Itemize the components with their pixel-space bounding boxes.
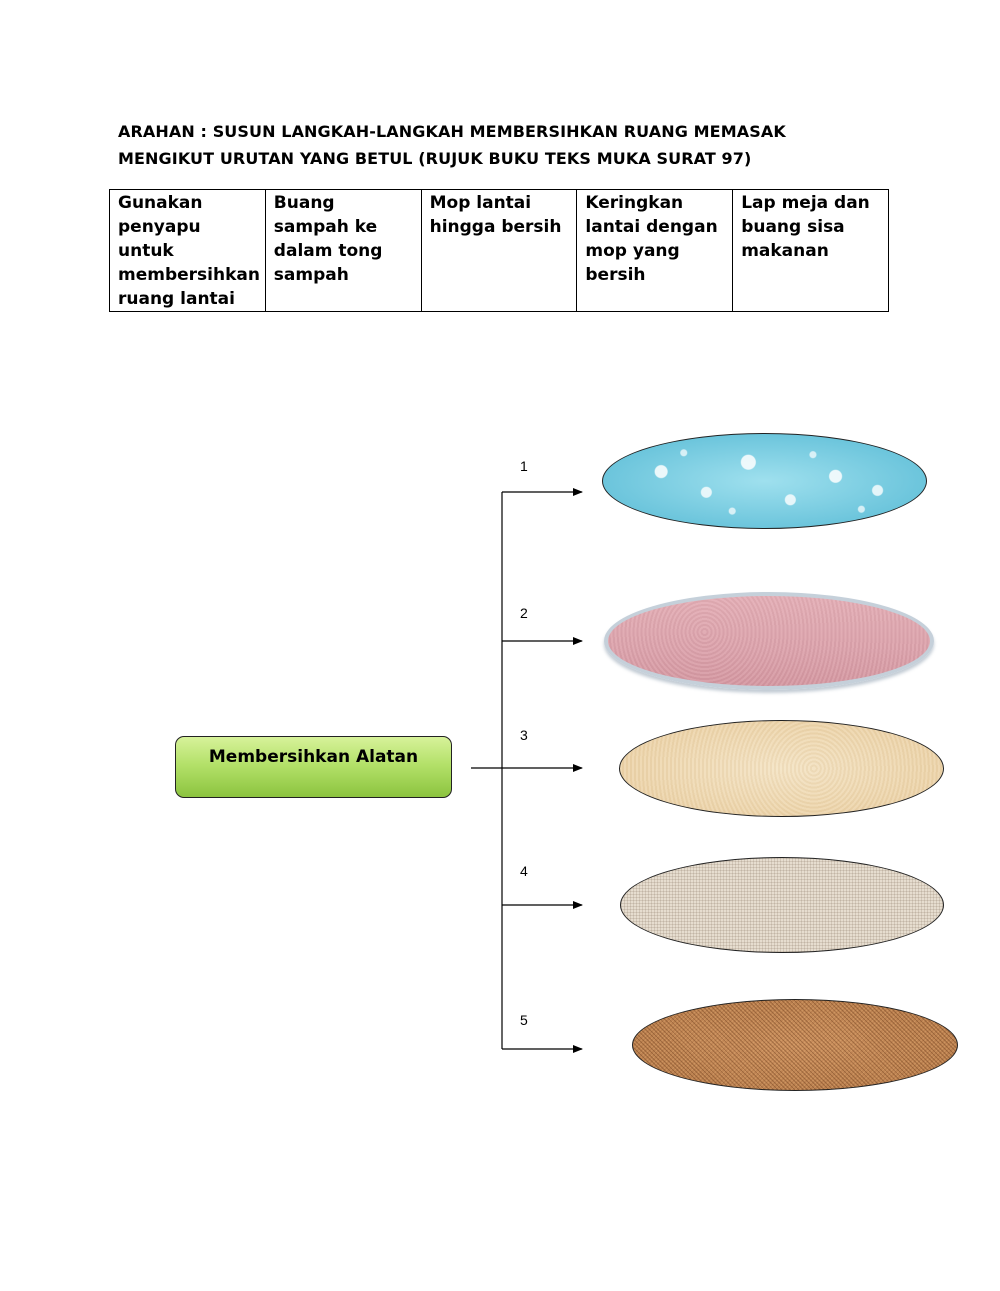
- step-card-4[interactable]: Keringkan lantai dengan mop yang bersih: [577, 190, 733, 312]
- drop-target-oval-1[interactable]: [602, 433, 927, 529]
- step-card-5[interactable]: Lap meja dan buang sisa makanan: [733, 190, 889, 312]
- main-topic-label: Membersihkan Alatan: [208, 747, 419, 767]
- step-card-1[interactable]: Gunakan penyapu untuk membersihkan ruang lantai: [110, 190, 266, 312]
- slot-number-4: 4: [520, 863, 528, 879]
- drop-target-oval-3[interactable]: [619, 720, 944, 817]
- step-card-2[interactable]: Buang sampah ke dalam tong sampah: [265, 190, 421, 312]
- slot-number-5: 5: [520, 1012, 528, 1028]
- instructions-line-2: MENGIKUT URUTAN YANG BETUL (RUJUK BUKU TEKS MUKA SURAT 97): [118, 149, 752, 168]
- main-topic-box: [175, 736, 452, 798]
- drop-target-oval-2[interactable]: [604, 592, 934, 690]
- instructions-line-1: ARAHAN : SUSUN LANGKAH-LANGKAH MEMBERSIHKAN RUANG MEMASAK: [118, 122, 786, 141]
- drop-target-oval-5[interactable]: [632, 999, 958, 1091]
- slot-number-1: 1: [520, 458, 528, 474]
- step-card-3[interactable]: Mop lantai hingga bersih: [421, 190, 577, 312]
- drop-target-oval-4[interactable]: [620, 857, 944, 953]
- slot-number-2: 2: [520, 605, 528, 621]
- slot-number-3: 3: [520, 727, 528, 743]
